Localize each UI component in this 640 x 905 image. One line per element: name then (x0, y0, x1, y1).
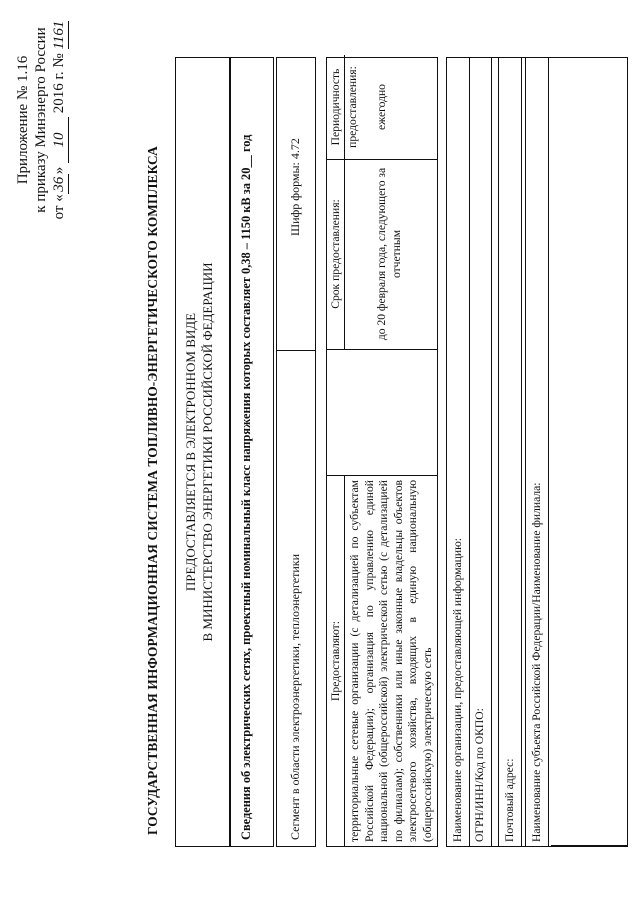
appendix-line-3: от «36» 10 2016 г. № 1161 (51, 20, 67, 220)
segment-label: Сегмент в области электроэнергетики, теплоэнергетики (288, 553, 302, 840)
region-branch-field: Наименование субъекта Российской Федерации/Наименование филиала: (525, 58, 549, 846)
deadline-header: Срок предоставления: (327, 159, 345, 349)
org-codes-field: ОГРН/ИНН/Код по ОКПО: (469, 58, 492, 846)
main-title: ГОСУДАРСТВЕННАЯ ИНФОРМАЦИОННАЯ СИСТЕМА ТОПЛИВНО-ЭНЕРГЕТИЧЕСКОГО КОМПЛЕКСА (145, 146, 160, 835)
deadline-text: до 20 февраля года, следующего за отчетным (375, 167, 403, 341)
periodicity-header: Периодичность предоставления: (327, 55, 345, 159)
continuation-rule (551, 845, 627, 846)
report-title-box (230, 57, 274, 847)
blank-column (327, 349, 437, 476)
form-code: Шифр формы: 4.72 (288, 138, 302, 236)
handwritten-number: 1161 (51, 20, 67, 50)
providers-text: территориальные сетевые организации (с детализацией по субъектам Российской Федерации); организация по управлению единой национальной (общероссийской) электрической сетью (с детализацией по филиалам); собственники или иные законные владельцы объектов электросетевого хозяйства, входящих в единую национальную (общероссийскую) электрическую сеть (348, 480, 434, 842)
providers-header: Предоставляют: (327, 476, 345, 846)
periodicity-column (327, 55, 437, 160)
submission-box (175, 57, 230, 847)
appendix-line-1: Приложение № 1.16 (15, 55, 31, 185)
org-name-field: Наименование организации, предоставляющей информацию: (447, 58, 470, 846)
handwritten-day: 36 (50, 174, 69, 194)
providers-column (327, 476, 437, 846)
organization-section (446, 57, 628, 847)
submission-line-1: ПРЕДОСТАВЛЯЕТСЯ В ЭЛЕКТРОННОМ ВИДЕ (183, 312, 198, 592)
table-continuation (551, 58, 627, 846)
segment-box (276, 57, 316, 847)
appendix-line-2: к приказу Минэнерго России (33, 27, 49, 213)
submission-table (326, 57, 438, 847)
segment-divider (277, 350, 315, 351)
report-title: Сведения об электрических сетях, проектный номинальный класс напряжения которых составляет 0,38 – 1150 кВ за 20__ год (239, 134, 253, 840)
postal-address-field: Почтовый адрес: (498, 58, 522, 846)
periodicity-text: ежегодно (375, 84, 388, 130)
deadline-column (327, 159, 437, 350)
appendix-block (14, 15, 69, 225)
handwritten-month: 10 (50, 117, 69, 163)
submission-line-2: В МИНИСТЕРСТВО ЭНЕРГЕТИКИ РОССИЙСКОЙ ФЕДЕРАЦИИ (200, 262, 215, 642)
